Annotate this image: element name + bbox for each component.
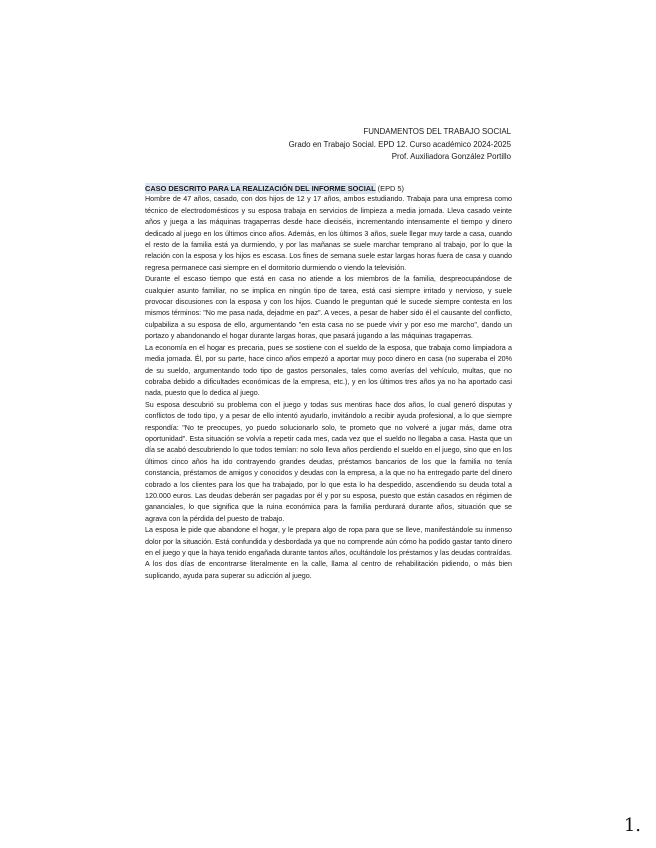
case-paragraph-1: Hombre de 47 años, casado, con dos hijos de 12 y 17 años, ambos estudiando. Trabaja para una empresa como técnico de electrodomésticos y su esposa trabaja en servicios de limpieza a media jornada. Lleva casado veinte años y juega a las máquinas tragaperras desde hace dieciséis, incrementando intensamente el tiempo y dinero dedicado al juego en los últimos cinco años. Además, en los últimos 3 años, suele llegar muy tarde a casa, cuando el resto de la familia está ya durmiendo, y por las mañanas se suele marchar temprano al trabajo, por lo que la relación con la esposa y los hijos es escasa. Los fines de semana suele estar largas horas fuera de casa y cuando regresa permanece casi siempre en el dormitorio durmiendo o viendo la televisión. xyxy=(145,195,512,272)
case-paragraph-3: La economía en el hogar es precaria, pues se sostiene con el sueldo de la esposa, que trabaja como limpiadora a media jornada. Él, por su parte, hace cinco años empezó a aportar muy poco dinero en casa (no superaba el 20% de su sueldo, argumentando todo tipo de gastos personales, tales como averías del vehículo, multas, que no cobraba debido a dificultades económicas de la empresa, etc.), y en los últimos tres años ya no ha aportado casi nada, puesto que lo dedica al juego. xyxy=(145,343,512,398)
header-degree-line: Grado en Trabajo Social. EPD 12. Curso académico 2024-2025 xyxy=(288,139,511,149)
page-number: 1. xyxy=(623,815,641,836)
case-paragraph-5: La esposa le pide que abandone el hogar, y le prepara algo de ropa para que se lleve, manifestándole su inmenso dolor por la situación. Está confundida y desbordada ya que no comprende aún cómo ha podido gastar tanto dinero en el juego y que la haya tenido engañada durante tantos años, ocultándole los préstamos y las deudas contraídas. A los dos días de encontrarse literalmente en la calle, llama al centro de rehabilitación pidiendo, o más bien suplicando, ayuda para superar su adicción al juego. xyxy=(145,526,512,580)
case-section xyxy=(145,183,512,582)
case-title-suffix: (EPD 5) xyxy=(375,184,404,193)
case-paragraph-2: Durante el escaso tiempo que está en casa no atiende a los miembros de la familia, despreocupándose de cualquier asunto familiar, no se implica en ningún tipo de tarea, está casi siempre irritado y nervioso, y suele provocar discusiones con la esposa y con los hijos. Cuando le preguntan qué le sucede siempre contesta en los mismos términos: "No me pasa nada, dejadme en paz". A veces, a pesar de haber sido él el causante del conflicto, culpabiliza a su esposa de ello, argumentando "en esta casa no se puede vivir y por eso me marcho", dando un portazo y abandonando el hogar durante largas horas, que pasará jugando a las máquinas tragaperras. xyxy=(145,275,512,341)
case-paragraph-4: Su esposa descubrió su problema con el juego y todas sus mentiras hace dos años, lo cual generó disputas y conflictos de todo tipo, y a pesar de ello intentó ayudarlo, invitándolo a recibir ayuda profesional, a lo que siempre respondía: "No te preocupes, yo puedo solucionarlo solo, te prometo que no volveré a jugar más, dame otra oportunidad". Esta situación se volvía a repetir cada mes, cada vez que el sueldo no llegaba a casa. Hasta que un día se acabó descubriendo lo que todos temían: no solo lleva años perdiendo el sueldo en el juego, sino que en los últimos cinco años ha ido contrayendo grandes deudas, préstamos bancarios de los que la familia no tenía constancia, préstamos de amigos y conocidos y deudas con la empresa, a la que no ha entregado parte del dinero cobrado a los clientes para los que ha trabajado, por lo que esta lo ha despedido, ascendiendo su deuda total a 120.000 euros. Las deudas deberán ser pagadas por él y por su esposa, puesto que están casados en régimen de gananciales, lo que significa que la ruina económica para la familia perdurará durante años, situación que se agrava con la pérdida del puesto de trabajo. xyxy=(145,400,512,523)
case-heading xyxy=(145,183,512,194)
header-professor: Prof. Auxiliadora González Portillo xyxy=(391,152,511,162)
document-header xyxy=(289,126,511,164)
case-title: CASO DESCRITO PARA LA REALIZACIÓN DEL INFORME SOCIAL xyxy=(145,184,376,193)
header-course-title: FUNDAMENTOS DEL TRABAJO SOCIAL xyxy=(363,127,511,136)
